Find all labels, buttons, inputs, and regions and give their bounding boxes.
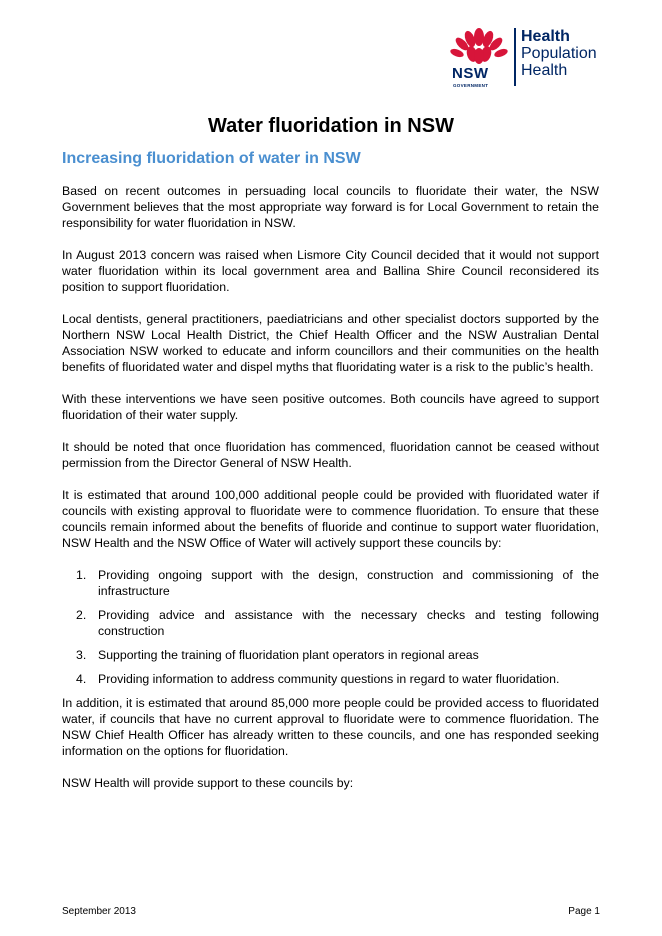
logo-government-word: GOVERNMENT — [453, 83, 489, 88]
list-number: 1. — [76, 568, 87, 582]
list-item — [62, 647, 599, 663]
list-number: 2. — [76, 608, 87, 622]
nsw-health-logo — [450, 24, 610, 88]
logo-text — [521, 28, 597, 79]
paragraph: It is estimated that around 100,000 additional people could be provided with fluoridated water if councils with existing approval to fluoridate were to commence fluoridation. To ensure that these councils remain informed about the benefits of fluoride and continue to support water fluoridation, NSW Health and the NSW Office of Water will actively support these councils by: — [62, 488, 599, 550]
paragraph: In addition, it is estimated that around 85,000 more people could be provided access to fluoridated water, if councils that have no current approval to fluoridate were to commence fluoridation. The NSW Chief Health Officer has already written to these councils, and one has responded seeking information on the options for fluoridation. — [62, 696, 599, 758]
paragraph: NSW Health will provide support to these councils by: — [62, 776, 354, 790]
document-body — [62, 183, 599, 807]
footer-page-number: Page 1 — [568, 906, 600, 917]
list-text: Providing advice and assistance with the necessary checks and testing following construction — [98, 608, 599, 638]
list-item — [62, 671, 599, 687]
waratah-icon — [450, 24, 508, 68]
list-text: Providing ongoing support with the design, construction and commissioning of the infrastructure — [98, 568, 599, 598]
page-title: Water fluoridation in NSW — [208, 115, 454, 137]
list-number: 4. — [76, 672, 87, 686]
paragraph: Based on recent outcomes in persuading local councils to fluoridate their water, the NSW Government believes that the most appropriate way forward is for Local Government to retain the responsibility for water fluoridation in NSW. — [62, 184, 599, 230]
list-item — [62, 607, 599, 639]
logo-nsw-word: NSW — [452, 65, 489, 82]
paragraph: In August 2013 concern was raised when Lismore City Council decided that it would not support water fluoridation within its local government area and Ballina Shire Council reconsidered its position to support fluoridation. — [62, 248, 599, 294]
paragraph: It should be noted that once fluoridation has commenced, fluoridation cannot be ceased without permission from the Director General of NSW Health. — [62, 440, 599, 470]
list-text: Supporting the training of fluoridation plant operators in regional areas — [98, 648, 479, 662]
paragraph: With these interventions we have seen positive outcomes. Both councils have agreed to support fluoridation of their water supply. — [62, 392, 599, 422]
logo-divider — [514, 28, 516, 86]
list-item — [62, 567, 599, 599]
paragraph: Local dentists, general practitioners, paediatricians and other specialist doctors supported by the Northern NSW Local Health District, the Chief Health Officer and the NSW Australian Dental Association NSW worked to educate and inform councillors and their communities on the health benefits of fluoridated water and dispel myths that fluoridating water is a risk to the public’s health. — [62, 312, 599, 374]
logo-line-health: Health — [521, 28, 570, 45]
list-text: Providing information to address community questions in regard to water fluoridation. — [98, 672, 560, 686]
logo-line-population: Population — [521, 45, 597, 62]
section-heading: Increasing fluoridation of water in NSW — [62, 150, 361, 167]
logo-line-health-2: Health — [521, 62, 568, 79]
footer-date: September 2013 — [62, 906, 136, 917]
list-number: 3. — [76, 648, 87, 662]
support-list — [62, 567, 599, 687]
